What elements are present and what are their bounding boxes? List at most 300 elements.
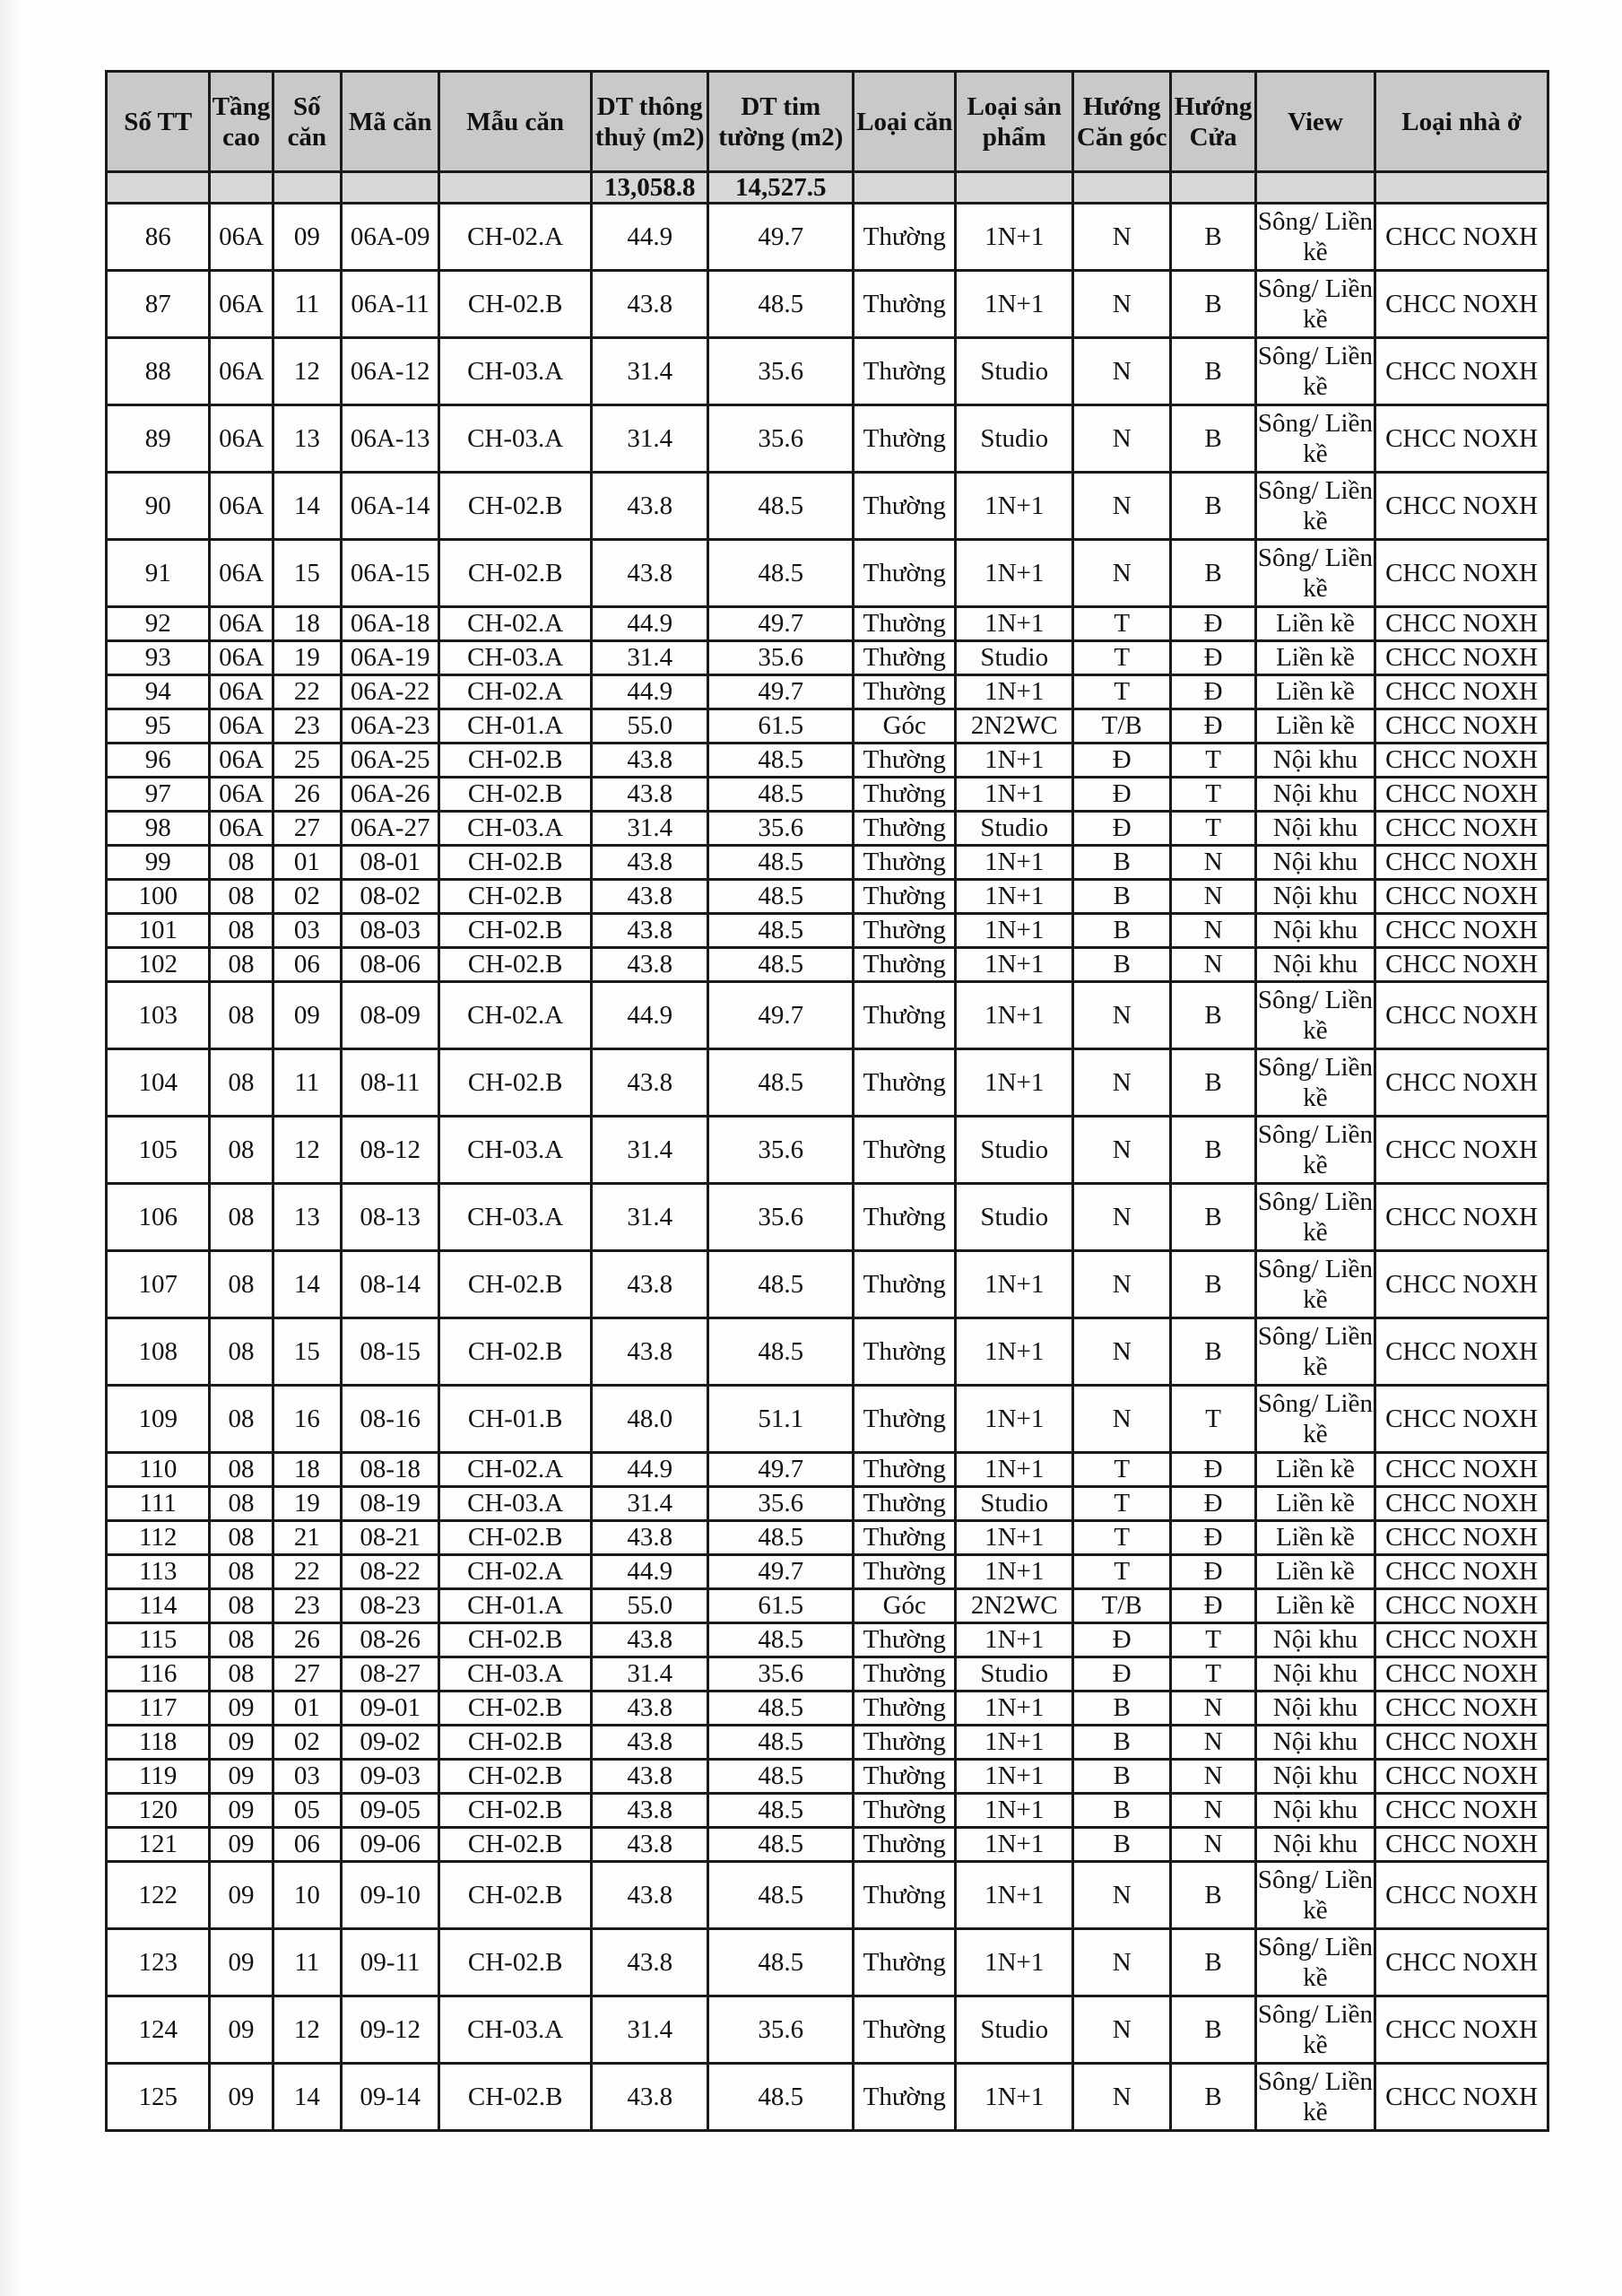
- cell-tang-cao: 08: [210, 1386, 273, 1453]
- cell-mau-can: CH-03.A: [439, 1996, 592, 2064]
- cell-loai-san-pham: 1N+1: [956, 778, 1072, 812]
- cell-huong-can-goc: B: [1072, 846, 1170, 880]
- cell-huong-cua: B: [1171, 1862, 1255, 1929]
- cell-loai-nha-o: CHCC NOXH: [1375, 1521, 1548, 1555]
- cell-so-can: 26: [273, 778, 341, 812]
- cell-view: Nội khu: [1255, 812, 1375, 846]
- cell-view: Liền kề: [1255, 1521, 1375, 1555]
- cell-huong-can-goc: Đ: [1072, 1623, 1170, 1657]
- cell-loai-nha-o: CHCC NOXH: [1375, 1657, 1548, 1692]
- cell-dt-tim-tuong: 48.5: [708, 1760, 854, 1794]
- cell-mau-can: CH-02.A: [439, 675, 592, 709]
- cell-loai-nha-o: CHCC NOXH: [1375, 204, 1548, 271]
- table-header: [107, 72, 1548, 172]
- cell-so-can: 16: [273, 1386, 341, 1453]
- cell-ma-can: 09-12: [341, 1996, 438, 2064]
- cell-loai-san-pham: 1N+1: [956, 473, 1072, 540]
- cell-tang-cao: 06A: [210, 607, 273, 641]
- cell-mau-can: CH-01.A: [439, 709, 592, 744]
- cell-loai-san-pham: Studio: [956, 1487, 1072, 1521]
- table-row: [107, 1862, 1548, 1929]
- cell-ma-can: 09-06: [341, 1828, 438, 1862]
- cell-loai-san-pham: 2N2WC: [956, 1589, 1072, 1623]
- cell-loai-can: Thường: [854, 1049, 956, 1117]
- cell-loai-can: Thường: [854, 1117, 956, 1184]
- cell-so-tt: 92: [107, 607, 210, 641]
- table-row: [107, 1487, 1548, 1521]
- cell-huong-cua: N: [1171, 948, 1255, 982]
- cell-loai-san-pham: 1N+1: [956, 1623, 1072, 1657]
- cell-so-can: 02: [273, 880, 341, 914]
- cell-loai-can: Thường: [854, 1453, 956, 1487]
- cell-dt-thong-thuy: 31.4: [591, 1657, 707, 1692]
- cell-so-tt: 122: [107, 1862, 210, 1929]
- cell-dt-thong-thuy: 43.8: [591, 1251, 707, 1318]
- cell-mau-can: CH-02.A: [439, 982, 592, 1049]
- cell-loai-nha-o: CHCC NOXH: [1375, 1794, 1548, 1828]
- subtotal-row: [107, 172, 1548, 204]
- cell-loai-san-pham: 1N+1: [956, 880, 1072, 914]
- cell-view: Liền kề: [1255, 1487, 1375, 1521]
- cell-tang-cao: 08: [210, 880, 273, 914]
- cell-dt-tim-tuong: 35.6: [708, 405, 854, 473]
- cell-huong-cua: B: [1171, 1929, 1255, 1996]
- cell-huong-can-goc: T: [1072, 1453, 1170, 1487]
- cell-ma-can: 08-13: [341, 1184, 438, 1251]
- cell-loai-san-pham: 1N+1: [956, 1318, 1072, 1386]
- cell-so-can: 13: [273, 1184, 341, 1251]
- cell-huong-cua: Đ: [1171, 607, 1255, 641]
- cell-dt-tim-tuong: 48.5: [708, 778, 854, 812]
- cell-loai-nha-o: CHCC NOXH: [1375, 675, 1548, 709]
- cell-ma-can: 08-01: [341, 846, 438, 880]
- cell-so-can: 10: [273, 1862, 341, 1929]
- table-row: [107, 1318, 1548, 1386]
- table-row: [107, 982, 1548, 1049]
- cell-dt-tim-tuong: 35.6: [708, 1184, 854, 1251]
- cell-loai-nha-o: CHCC NOXH: [1375, 405, 1548, 473]
- cell-view: Nội khu: [1255, 1726, 1375, 1760]
- cell-huong-cua: Đ: [1171, 709, 1255, 744]
- table-row: [107, 675, 1548, 709]
- cell-dt-thong-thuy: 44.9: [591, 675, 707, 709]
- cell-so-can: 06: [273, 1828, 341, 1862]
- cell-dt-tim-tuong: 35.6: [708, 812, 854, 846]
- cell-loai-nha-o: CHCC NOXH: [1375, 846, 1548, 880]
- cell-loai-nha-o: CHCC NOXH: [1375, 778, 1548, 812]
- cell-huong-can-goc: Đ: [1072, 778, 1170, 812]
- cell-view: Nội khu: [1255, 948, 1375, 982]
- table-row: [107, 1794, 1548, 1828]
- cell-tang-cao: 08: [210, 1049, 273, 1117]
- cell-loai-san-pham: 1N+1: [956, 1726, 1072, 1760]
- cell-loai-san-pham: 1N+1: [956, 744, 1072, 778]
- col-so-can: Số căn: [273, 72, 341, 172]
- cell-dt-tim-tuong: 48.5: [708, 880, 854, 914]
- cell-mau-can: CH-02.A: [439, 1555, 592, 1589]
- cell-dt-thong-thuy: 31.4: [591, 405, 707, 473]
- cell-tang-cao: 09: [210, 1692, 273, 1726]
- cell-loai-can: Thường: [854, 1760, 956, 1794]
- table-row: [107, 338, 1548, 405]
- cell-dt-thong-thuy: 43.8: [591, 540, 707, 607]
- cell-so-can: 15: [273, 1318, 341, 1386]
- cell-dt-thong-thuy: 31.4: [591, 1487, 707, 1521]
- cell-loai-can: Thường: [854, 744, 956, 778]
- table-row: [107, 2064, 1548, 2131]
- cell-view: Sông/ Liền kề: [1255, 2064, 1375, 2131]
- cell-huong-cua: N: [1171, 1726, 1255, 1760]
- table-row: [107, 1049, 1548, 1117]
- cell-ma-can: 08-27: [341, 1657, 438, 1692]
- cell-ma-can: 06A-27: [341, 812, 438, 846]
- cell-loai-can: Góc: [854, 1589, 956, 1623]
- cell-view: Liền kề: [1255, 1555, 1375, 1589]
- cell-view: Nội khu: [1255, 1760, 1375, 1794]
- table-row: [107, 1251, 1548, 1318]
- cell-ma-can: 08-15: [341, 1318, 438, 1386]
- cell-tang-cao: 06A: [210, 744, 273, 778]
- table-row: [107, 1589, 1548, 1623]
- cell-huong-can-goc: T: [1072, 1521, 1170, 1555]
- cell-so-tt: 86: [107, 204, 210, 271]
- cell-tang-cao: 08: [210, 1521, 273, 1555]
- cell-ma-can: 08-02: [341, 880, 438, 914]
- cell-dt-thong-thuy: 44.9: [591, 204, 707, 271]
- cell-so-can: 22: [273, 675, 341, 709]
- cell-tang-cao: 08: [210, 1453, 273, 1487]
- cell-dt-thong-thuy: 43.8: [591, 271, 707, 338]
- table-row: [107, 709, 1548, 744]
- cell-mau-can: CH-03.A: [439, 1184, 592, 1251]
- cell-huong-cua: T: [1171, 1386, 1255, 1453]
- cell-so-can: 09: [273, 204, 341, 271]
- cell-view: Sông/ Liền kề: [1255, 204, 1375, 271]
- cell-huong-can-goc: N: [1072, 204, 1170, 271]
- cell-dt-tim-tuong: 49.7: [708, 675, 854, 709]
- cell-so-tt: 125: [107, 2064, 210, 2131]
- cell-so-tt: 105: [107, 1117, 210, 1184]
- cell-mau-can: CH-02.B: [439, 1794, 592, 1828]
- cell-huong-cua: N: [1171, 1760, 1255, 1794]
- cell-loai-nha-o: CHCC NOXH: [1375, 271, 1548, 338]
- cell-tang-cao: 08: [210, 1555, 273, 1589]
- cell-mau-can: CH-03.A: [439, 1657, 592, 1692]
- cell-so-can: 11: [273, 1049, 341, 1117]
- cell-loai-nha-o: CHCC NOXH: [1375, 1828, 1548, 1862]
- cell-mau-can: CH-02.B: [439, 1828, 592, 1862]
- cell-loai-nha-o: CHCC NOXH: [1375, 1862, 1548, 1929]
- cell-loai-san-pham: 1N+1: [956, 1760, 1072, 1794]
- cell-loai-san-pham: 1N+1: [956, 1929, 1072, 1996]
- cell-huong-can-goc: N: [1072, 1929, 1170, 1996]
- cell-tang-cao: 08: [210, 1184, 273, 1251]
- cell-tang-cao: 08: [210, 1623, 273, 1657]
- total-dt-thong-thuy: 13,058.8: [591, 172, 707, 204]
- cell-dt-thong-thuy: 31.4: [591, 641, 707, 675]
- cell-dt-thong-thuy: 43.8: [591, 778, 707, 812]
- cell-loai-nha-o: CHCC NOXH: [1375, 1184, 1548, 1251]
- cell-dt-tim-tuong: 49.7: [708, 204, 854, 271]
- cell-dt-tim-tuong: 35.6: [708, 1487, 854, 1521]
- cell-loai-san-pham: Studio: [956, 1184, 1072, 1251]
- cell-view: Sông/ Liền kề: [1255, 271, 1375, 338]
- cell-mau-can: CH-02.A: [439, 1453, 592, 1487]
- cell-dt-tim-tuong: 48.5: [708, 1794, 854, 1828]
- cell-view: Liền kề: [1255, 607, 1375, 641]
- cell-ma-can: 09-10: [341, 1862, 438, 1929]
- cell-loai-nha-o: CHCC NOXH: [1375, 880, 1548, 914]
- cell-loai-san-pham: Studio: [956, 405, 1072, 473]
- cell-ma-can: 06A-26: [341, 778, 438, 812]
- cell-loai-nha-o: CHCC NOXH: [1375, 1996, 1548, 2064]
- cell-so-can: 18: [273, 1453, 341, 1487]
- cell-so-tt: 102: [107, 948, 210, 982]
- cell-loai-nha-o: CHCC NOXH: [1375, 744, 1548, 778]
- cell-huong-cua: B: [1171, 540, 1255, 607]
- cell-so-can: 06: [273, 948, 341, 982]
- cell-huong-can-goc: B: [1072, 1828, 1170, 1862]
- cell-loai-nha-o: CHCC NOXH: [1375, 1589, 1548, 1623]
- cell-loai-can: Thường: [854, 338, 956, 405]
- cell-tang-cao: 06A: [210, 271, 273, 338]
- table-row: [107, 1521, 1548, 1555]
- cell-so-can: 03: [273, 1760, 341, 1794]
- cell-dt-tim-tuong: 48.5: [708, 1521, 854, 1555]
- cell-loai-san-pham: 1N+1: [956, 1049, 1072, 1117]
- cell-loai-can: Thường: [854, 1251, 956, 1318]
- cell-so-tt: 90: [107, 473, 210, 540]
- cell-huong-can-goc: B: [1072, 914, 1170, 948]
- cell-so-can: 26: [273, 1623, 341, 1657]
- cell-loai-can: Thường: [854, 473, 956, 540]
- cell-view: Sông/ Liền kề: [1255, 1862, 1375, 1929]
- cell-dt-tim-tuong: 48.5: [708, 1251, 854, 1318]
- cell-huong-can-goc: B: [1072, 1794, 1170, 1828]
- cell-so-can: 13: [273, 405, 341, 473]
- cell-dt-tim-tuong: 35.6: [708, 1657, 854, 1692]
- cell-loai-san-pham: 1N+1: [956, 1555, 1072, 1589]
- cell-huong-can-goc: Đ: [1072, 744, 1170, 778]
- cell-so-can: 14: [273, 473, 341, 540]
- cell-dt-thong-thuy: 44.9: [591, 607, 707, 641]
- cell-tang-cao: 08: [210, 1251, 273, 1318]
- cell-mau-can: CH-02.B: [439, 880, 592, 914]
- cell-loai-nha-o: CHCC NOXH: [1375, 1623, 1548, 1657]
- cell-tang-cao: 09: [210, 1760, 273, 1794]
- cell-so-tt: 101: [107, 914, 210, 948]
- table-row: [107, 1453, 1548, 1487]
- cell-huong-cua: B: [1171, 1184, 1255, 1251]
- cell-loai-can: Thường: [854, 405, 956, 473]
- cell-loai-can: Thường: [854, 982, 956, 1049]
- cell-dt-tim-tuong: 48.5: [708, 1318, 854, 1386]
- cell-dt-thong-thuy: 43.8: [591, 880, 707, 914]
- cell-dt-thong-thuy: 31.4: [591, 1184, 707, 1251]
- cell-so-tt: 111: [107, 1487, 210, 1521]
- cell-ma-can: 08-21: [341, 1521, 438, 1555]
- cell-loai-can: Thường: [854, 540, 956, 607]
- cell-loai-can: Thường: [854, 607, 956, 641]
- col-huong-cua: Hướng Cửa: [1171, 72, 1255, 172]
- cell-so-tt: 120: [107, 1794, 210, 1828]
- cell-loai-nha-o: CHCC NOXH: [1375, 1318, 1548, 1386]
- cell-dt-thong-thuy: 43.8: [591, 1760, 707, 1794]
- cell-so-tt: 98: [107, 812, 210, 846]
- cell-huong-cua: N: [1171, 846, 1255, 880]
- cell-dt-tim-tuong: 48.5: [708, 473, 854, 540]
- cell-dt-thong-thuy: 43.8: [591, 1929, 707, 1996]
- cell-mau-can: CH-02.B: [439, 473, 592, 540]
- cell-loai-nha-o: CHCC NOXH: [1375, 607, 1548, 641]
- cell-loai-can: Thường: [854, 846, 956, 880]
- cell-so-tt: 94: [107, 675, 210, 709]
- cell-view: Nội khu: [1255, 744, 1375, 778]
- cell-huong-cua: B: [1171, 338, 1255, 405]
- cell-mau-can: CH-02.B: [439, 1318, 592, 1386]
- cell-loai-san-pham: 1N+1: [956, 846, 1072, 880]
- cell-ma-can: 09-14: [341, 2064, 438, 2131]
- cell-dt-thong-thuy: 43.8: [591, 1049, 707, 1117]
- cell-huong-cua: Đ: [1171, 1521, 1255, 1555]
- cell-dt-tim-tuong: 48.5: [708, 914, 854, 948]
- cell-view: Sông/ Liền kề: [1255, 338, 1375, 405]
- cell-loai-san-pham: 1N+1: [956, 982, 1072, 1049]
- table-row: [107, 1184, 1548, 1251]
- cell-view: Nội khu: [1255, 880, 1375, 914]
- cell-loai-nha-o: CHCC NOXH: [1375, 1487, 1548, 1521]
- cell-dt-thong-thuy: 43.8: [591, 2064, 707, 2131]
- table-row: [107, 1828, 1548, 1862]
- cell-loai-can: Thường: [854, 1555, 956, 1589]
- cell-so-can: 05: [273, 1794, 341, 1828]
- cell-huong-cua: B: [1171, 1049, 1255, 1117]
- cell-so-can: 11: [273, 1929, 341, 1996]
- cell-huong-cua: N: [1171, 914, 1255, 948]
- col-loai-san-pham: Loại sản phẩm: [956, 72, 1072, 172]
- cell-tang-cao: 09: [210, 1862, 273, 1929]
- cell-loai-can: Thường: [854, 271, 956, 338]
- cell-loai-can: Thường: [854, 812, 956, 846]
- cell-huong-can-goc: B: [1072, 880, 1170, 914]
- cell-mau-can: CH-02.B: [439, 1929, 592, 1996]
- cell-huong-can-goc: N: [1072, 2064, 1170, 2131]
- cell-so-can: 22: [273, 1555, 341, 1589]
- cell-view: Sông/ Liền kề: [1255, 1049, 1375, 1117]
- cell-tang-cao: 06A: [210, 675, 273, 709]
- cell-so-tt: 117: [107, 1692, 210, 1726]
- cell-loai-nha-o: CHCC NOXH: [1375, 948, 1548, 982]
- cell-tang-cao: 06A: [210, 709, 273, 744]
- cell-tang-cao: 06A: [210, 812, 273, 846]
- cell-mau-can: CH-02.B: [439, 2064, 592, 2131]
- cell-huong-cua: B: [1171, 1318, 1255, 1386]
- cell-mau-can: CH-02.B: [439, 778, 592, 812]
- cell-loai-nha-o: CHCC NOXH: [1375, 338, 1548, 405]
- cell-loai-can: Thường: [854, 1726, 956, 1760]
- cell-so-tt: 107: [107, 1251, 210, 1318]
- cell-so-can: 03: [273, 914, 341, 948]
- cell-loai-san-pham: 1N+1: [956, 1251, 1072, 1318]
- cell-ma-can: 08-22: [341, 1555, 438, 1589]
- table-row: [107, 1623, 1548, 1657]
- cell-so-tt: 93: [107, 641, 210, 675]
- cell-loai-san-pham: Studio: [956, 641, 1072, 675]
- cell-mau-can: CH-02.B: [439, 1692, 592, 1726]
- cell-huong-can-goc: N: [1072, 1251, 1170, 1318]
- cell-loai-can: Thường: [854, 1521, 956, 1555]
- cell-huong-can-goc: Đ: [1072, 812, 1170, 846]
- cell-huong-cua: B: [1171, 271, 1255, 338]
- cell-so-can: 14: [273, 1251, 341, 1318]
- cell-tang-cao: 08: [210, 1117, 273, 1184]
- cell-dt-tim-tuong: 49.7: [708, 982, 854, 1049]
- cell-dt-tim-tuong: 48.5: [708, 1726, 854, 1760]
- cell-loai-can: Góc: [854, 709, 956, 744]
- cell-loai-can: Thường: [854, 1862, 956, 1929]
- cell-view: Nội khu: [1255, 846, 1375, 880]
- cell-loai-can: Thường: [854, 1318, 956, 1386]
- cell-so-tt: 113: [107, 1555, 210, 1589]
- cell-loai-nha-o: CHCC NOXH: [1375, 709, 1548, 744]
- cell-so-can: 25: [273, 744, 341, 778]
- cell-so-tt: 119: [107, 1760, 210, 1794]
- cell-tang-cao: 06A: [210, 778, 273, 812]
- cell-loai-nha-o: CHCC NOXH: [1375, 641, 1548, 675]
- cell-so-tt: 100: [107, 880, 210, 914]
- cell-mau-can: CH-02.B: [439, 1726, 592, 1760]
- cell-so-tt: 91: [107, 540, 210, 607]
- cell-so-can: 15: [273, 540, 341, 607]
- cell-dt-tim-tuong: 49.7: [708, 607, 854, 641]
- cell-tang-cao: 09: [210, 1929, 273, 1996]
- cell-huong-can-goc: T: [1072, 1555, 1170, 1589]
- cell-so-can: 18: [273, 607, 341, 641]
- cell-loai-can: Thường: [854, 204, 956, 271]
- cell-tang-cao: 06A: [210, 338, 273, 405]
- cell-huong-can-goc: T: [1072, 607, 1170, 641]
- cell-loai-can: Thường: [854, 1657, 956, 1692]
- cell-so-tt: 114: [107, 1589, 210, 1623]
- cell-huong-cua: T: [1171, 778, 1255, 812]
- cell-mau-can: CH-01.B: [439, 1386, 592, 1453]
- cell-dt-thong-thuy: 43.8: [591, 1521, 707, 1555]
- cell-so-tt: 108: [107, 1318, 210, 1386]
- cell-loai-san-pham: Studio: [956, 812, 1072, 846]
- cell-dt-tim-tuong: 49.7: [708, 1453, 854, 1487]
- cell-tang-cao: 08: [210, 1589, 273, 1623]
- cell-loai-san-pham: 1N+1: [956, 2064, 1072, 2131]
- cell-loai-can: Thường: [854, 1996, 956, 2064]
- cell-ma-can: 09-05: [341, 1794, 438, 1828]
- cell-huong-can-goc: N: [1072, 1386, 1170, 1453]
- cell-huong-cua: T: [1171, 812, 1255, 846]
- cell-tang-cao: 09: [210, 1996, 273, 2064]
- cell-dt-thong-thuy: 31.4: [591, 812, 707, 846]
- cell-ma-can: 08-09: [341, 982, 438, 1049]
- cell-ma-can: 09-02: [341, 1726, 438, 1760]
- cell-mau-can: CH-02.A: [439, 607, 592, 641]
- cell-dt-thong-thuy: 48.0: [591, 1386, 707, 1453]
- cell-mau-can: CH-02.B: [439, 271, 592, 338]
- cell-huong-can-goc: B: [1072, 1692, 1170, 1726]
- cell-loai-can: Thường: [854, 675, 956, 709]
- cell-so-tt: 97: [107, 778, 210, 812]
- cell-so-can: 27: [273, 1657, 341, 1692]
- cell-loai-nha-o: CHCC NOXH: [1375, 1453, 1548, 1487]
- cell-view: Nội khu: [1255, 1692, 1375, 1726]
- cell-so-can: 27: [273, 812, 341, 846]
